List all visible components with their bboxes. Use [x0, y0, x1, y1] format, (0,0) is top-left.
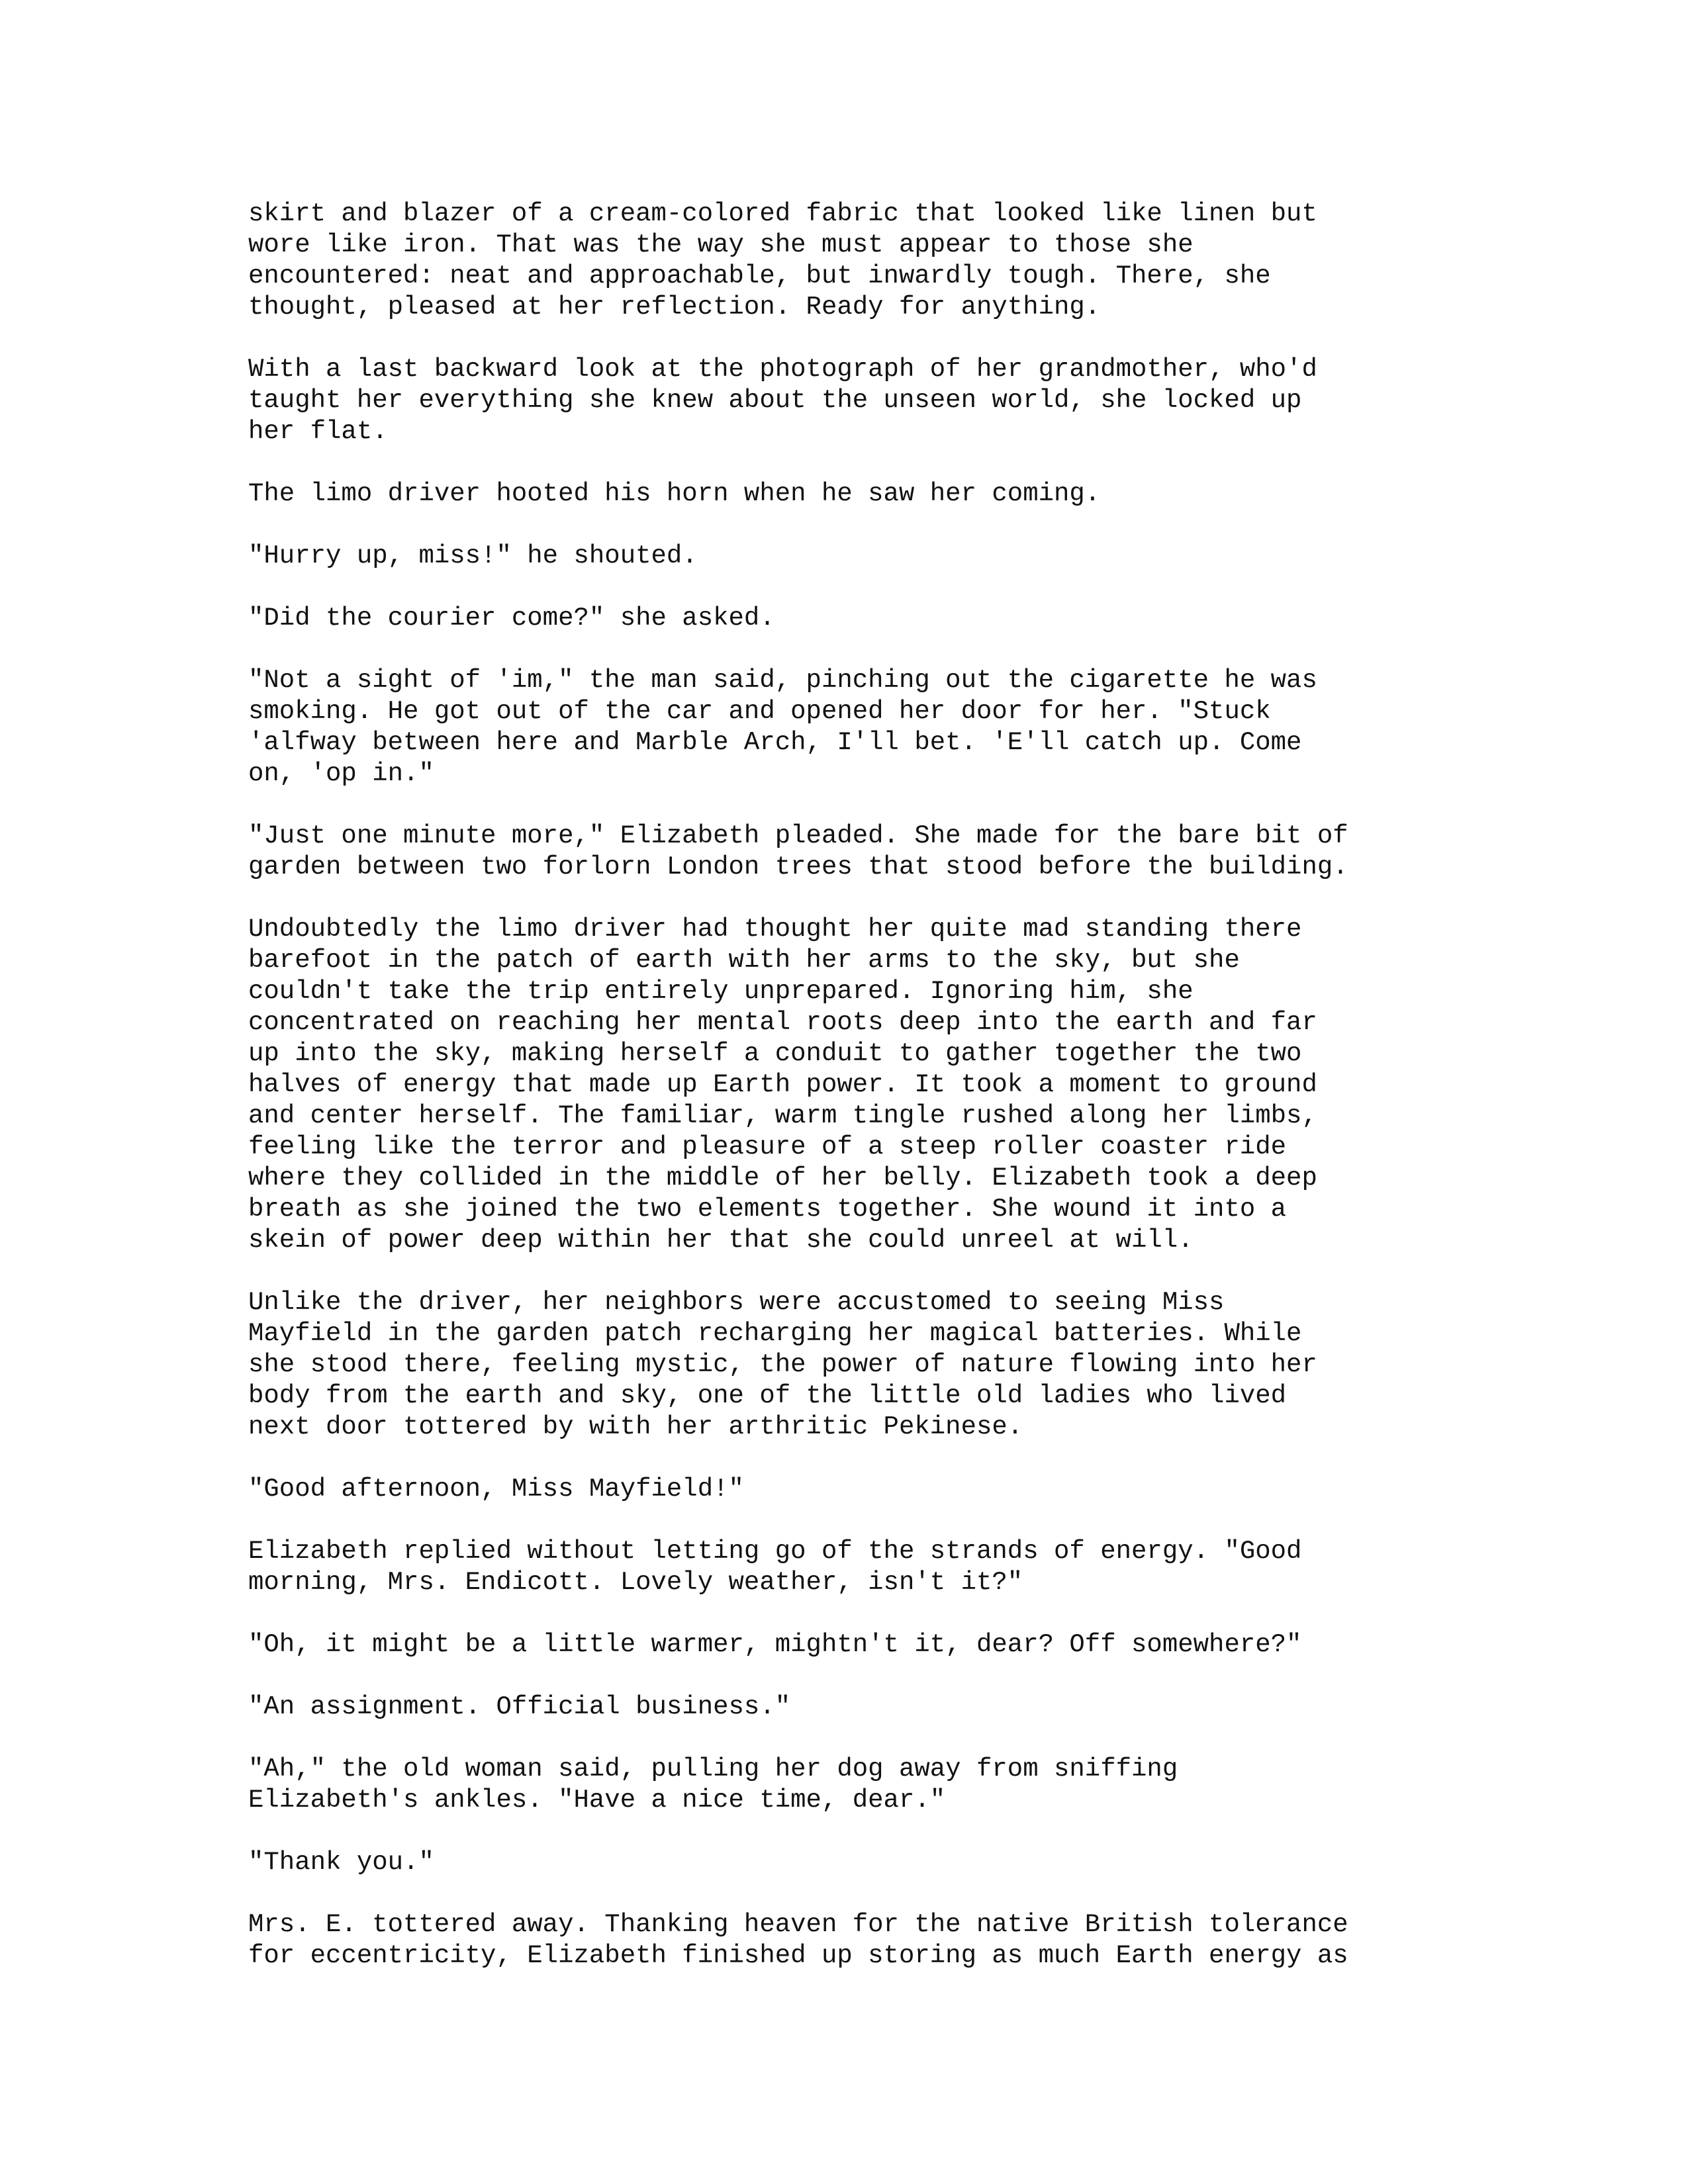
text-line: With a last backward look at the photograph of her grandmother, who'd	[248, 355, 1317, 384]
text-line: smoking. He got out of the car and opened her door for her. "Stuck	[248, 697, 1271, 726]
paragraph	[248, 914, 1506, 1256]
paragraph	[248, 541, 1506, 572]
text-line: she stood there, feeling mystic, the power of nature flowing into her	[248, 1350, 1317, 1379]
text-line: "Not a sight of 'im," the man said, pinching out the cigarette he was	[248, 666, 1317, 695]
text-line: "Oh, it might be a little warmer, mightn't it, dear? Off somewhere?"	[248, 1630, 1302, 1659]
text-line: thought, pleased at her reflection. Ready for anything.	[248, 293, 1101, 322]
paragraph	[248, 603, 1506, 634]
text-line: encountered: neat and approachable, but inwardly tough. There, she	[248, 261, 1271, 291]
text-line: morning, Mrs. Endicott. Lovely weather, isn't it?"	[248, 1568, 1023, 1597]
text-line: garden between two forlorn London trees that stood before the building.	[248, 852, 1348, 882]
paragraph	[248, 1847, 1506, 1878]
text-line: barefoot in the patch of earth with her arms to the sky, but she	[248, 946, 1240, 975]
text-line: breath as she joined the two elements together. She wound it into a	[248, 1195, 1287, 1224]
text-line: Elizabeth replied without letting go of the strands of energy. "Good	[248, 1537, 1302, 1566]
text-line: "Hurry up, miss!" he shouted.	[248, 541, 698, 570]
paragraph	[248, 821, 1506, 883]
text-line: Mrs. E. tottered away. Thanking heaven for the native British tolerance	[248, 1910, 1348, 1939]
paragraph	[248, 199, 1506, 323]
text-line: Unlike the driver, her neighbors were accustomed to seeing Miss	[248, 1288, 1225, 1317]
manuscript-page	[248, 199, 1506, 2025]
text-line: where they collided in the middle of her belly. Elizabeth took a deep	[248, 1163, 1317, 1193]
paragraph	[248, 354, 1506, 447]
paragraph	[248, 1754, 1506, 1816]
text-line: and center herself. The familiar, warm tingle rushed along her limbs,	[248, 1101, 1317, 1130]
text-line: next door tottered by with her arthritic Pekinese.	[248, 1412, 1023, 1441]
text-line: halves of energy that made up Earth power. It took a moment to ground	[248, 1070, 1317, 1099]
text-line: skirt and blazer of a cream-colored fabric that looked like linen but	[248, 199, 1317, 228]
text-line: Mayfield in the garden patch recharging her magical batteries. While	[248, 1319, 1302, 1348]
text-line: taught her everything she knew about the unseen world, she locked up	[248, 386, 1302, 415]
text-line: "Good afternoon, Miss Mayfield!"	[248, 1475, 744, 1504]
paragraph	[248, 1909, 1506, 1972]
text-line: "An assignment. Official business."	[248, 1692, 791, 1721]
paragraph	[248, 665, 1506, 790]
paragraph	[248, 1287, 1506, 1443]
paragraph	[248, 478, 1506, 510]
text-line: her flat.	[248, 417, 388, 446]
text-line: up into the sky, making herself a conduit to gather together the two	[248, 1039, 1302, 1068]
text-line: on, 'op in."	[248, 759, 434, 788]
text-line: "Did the courier come?" she asked.	[248, 604, 775, 633]
paragraph	[248, 1692, 1506, 1723]
text-line: 'alfway between here and Marble Arch, I'll bet. 'E'll catch up. Come	[248, 728, 1302, 757]
text-line: for eccentricity, Elizabeth finished up storing as much Earth energy as	[248, 1941, 1348, 1970]
text-line: wore like iron. That was the way she must appear to those she	[248, 230, 1194, 259]
text-line: couldn't take the trip entirely unprepared. Ignoring him, she	[248, 977, 1194, 1006]
text-line: Elizabeth's ankles. "Have a nice time, dear."	[248, 1786, 946, 1815]
text-line: concentrated on reaching her mental roots deep into the earth and far	[248, 1008, 1317, 1037]
text-line: "Ah," the old woman said, pulling her dog away from sniffing	[248, 1754, 1178, 1784]
paragraph	[248, 1629, 1506, 1661]
text-line: body from the earth and sky, one of the little old ladies who lived	[248, 1381, 1287, 1410]
text-line: skein of power deep within her that she could unreel at will.	[248, 1226, 1194, 1255]
paragraph	[248, 1474, 1506, 1505]
text-line: "Just one minute more," Elizabeth pleaded. She made for the bare bit of	[248, 821, 1348, 850]
text-line: "Thank you."	[248, 1848, 434, 1877]
text-line: The limo driver hooted his horn when he saw her coming.	[248, 479, 1101, 508]
text-line: Undoubtedly the limo driver had thought her quite mad standing there	[248, 915, 1302, 944]
paragraph	[248, 1536, 1506, 1598]
text-line: feeling like the terror and pleasure of a steep roller coaster ride	[248, 1132, 1287, 1161]
